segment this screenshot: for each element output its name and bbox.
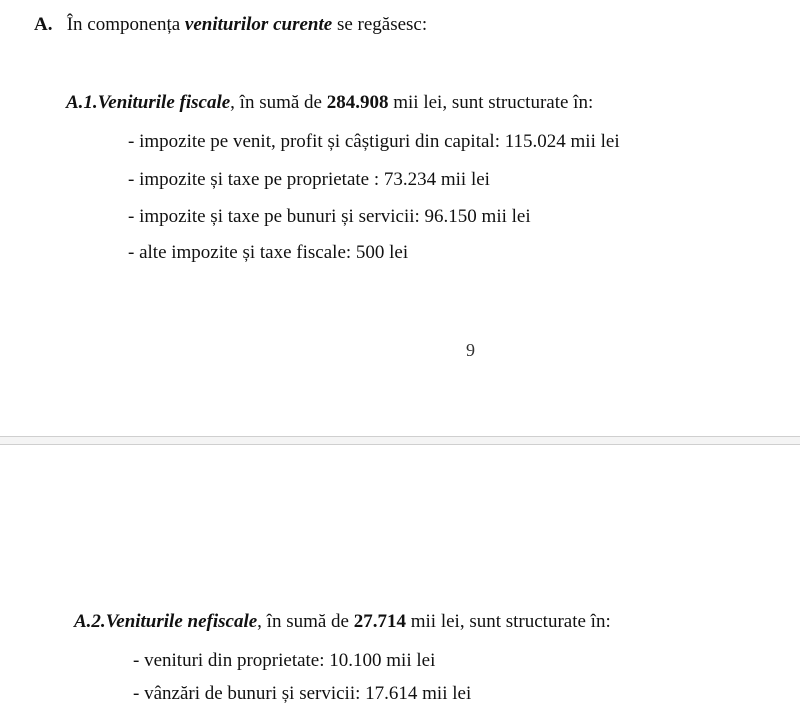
section-a-intro-emphasis: veniturilor curente: [184, 14, 333, 35]
a2-text-1: , în sumă de: [257, 611, 349, 632]
a1-text-1: , în sumă de: [230, 92, 322, 113]
a1-title: Veniturile fiscale: [97, 92, 231, 113]
section-a-letter: A.: [34, 14, 53, 35]
page-separator: [0, 436, 800, 445]
a2-list-item: - venituri din proprietate: 10.100 mii lei: [133, 650, 436, 671]
a2-list-item: - vânzări de bunuri și servicii: 17.614 mii lei: [133, 683, 472, 704]
section-a-intro: [34, 15, 427, 34]
a1-text-2: mii lei, sunt structurate în:: [393, 92, 594, 113]
a1-heading: [66, 93, 593, 112]
section-a-intro-text: În componența: [66, 14, 181, 35]
a1-list-item: - impozite și taxe pe bunuri și servicii: 96.150 mii lei: [128, 206, 531, 227]
a1-amount: 284.908: [326, 92, 389, 113]
document-page-bottom: [0, 445, 800, 727]
section-a-intro-end: se regăsesc:: [336, 14, 428, 35]
a1-label: A.1.: [66, 92, 98, 113]
a2-label: A.2.: [74, 611, 106, 632]
a1-list-item: - impozite și taxe pe proprietate : 73.234 mii lei: [128, 169, 490, 190]
a2-text-2: mii lei, sunt structurate în:: [410, 611, 611, 632]
a2-heading: [74, 612, 611, 631]
a1-list-item: - impozite pe venit, profit și câștiguri din capital: 115.024 mii lei: [128, 131, 620, 152]
a2-amount: 27.714: [353, 611, 406, 632]
a2-title: Veniturile nefiscale: [105, 611, 258, 632]
page-number: 9: [466, 340, 475, 360]
a1-list-item: - alte impozite și taxe fiscale: 500 lei: [128, 242, 409, 263]
